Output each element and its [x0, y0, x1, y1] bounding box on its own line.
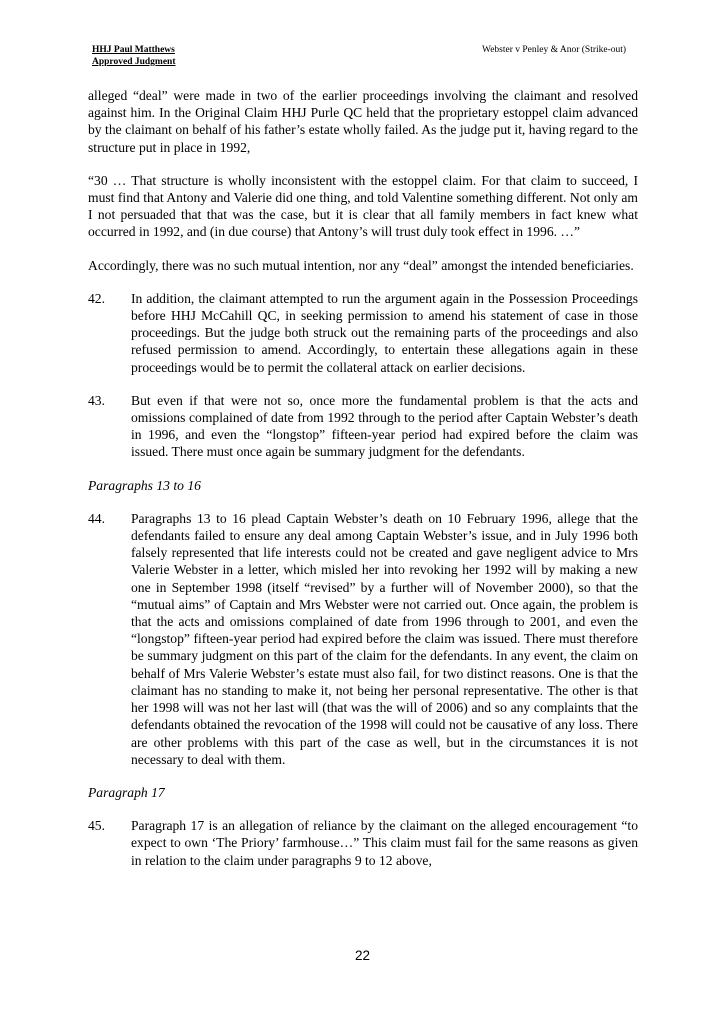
judge-name: HHJ Paul Matthews [92, 45, 175, 55]
paragraph-42 [88, 290, 638, 376]
paragraph-text: But even if that were not so, once more the fundamental problem is that the acts and omissions complained of date from 1992 through to the period after Captain Webster’s death in 1996, and even the “longstop” fifteen-year period had expired before the claim was issued. There must once again be summary judgment for the defendants. [131, 392, 638, 460]
header-left [92, 44, 176, 68]
block-quote: “30 … That structure is wholly inconsistent with the estoppel claim. For that claim to succeed, I must find that Antony and Valerie did one thing, and told Valentine something different. Not only am I not persuaded that that was the case, but it is clear that all family members in fact knew what occurred in 1992, and (in due course) that Antony’s will trust duly took effect in 1996. …” [88, 172, 638, 240]
paragraph-41-continuation: alleged “deal” were made in two of the earlier proceedings involving the claimant and resolved against him. In the Original Claim HHJ Purle QC held that the proprietary estoppel claim advanced by the claimant on behalf of his father’s estate wholly failed. As the judge put it, having regard to the structure put in place in 1992, [88, 88, 638, 155]
paragraph-text: In addition, the claimant attempted to run the argument again in the Possession Proceedings before HHJ McCahill QC, in seeking permission to amend his statement of case in those proceedings. But the judge both struck out the remaining parts of the proceedings and also refused permission to amend. Accordingly, to entertain these allegations again in these proceedings would be to permit the collateral attack on earlier decisions. [131, 290, 638, 375]
section-heading-17: Paragraph 17 [88, 784, 165, 800]
page-number: 22 [354, 948, 371, 963]
judgment-body [88, 87, 638, 869]
paragraph-text: Paragraph 17 is an allegation of reliance by the claimant on the alleged encouragement “to expect to own ‘The Priory’ farmhouse…” This claim must fail for the same reasons as given in relation to the claim under paragraphs 9 to 12 above, [131, 818, 638, 868]
section-heading-13-16: Paragraphs 13 to 16 [88, 477, 201, 493]
paragraph-45 [88, 817, 638, 869]
case-title: Webster v Penley & Anor (Strike-out) [482, 45, 627, 55]
approved-judgment-label: Approved Judgment [92, 57, 176, 67]
paragraph-43 [88, 392, 638, 461]
paragraph-number: 42. [88, 290, 105, 306]
paragraph-number: 43. [88, 392, 105, 408]
paragraph-number: 44. [88, 510, 105, 526]
paragraph-number: 45. [88, 818, 105, 834]
paragraph-44 [88, 510, 638, 768]
paragraph-text: Paragraphs 13 to 16 plead Captain Webster’s death on 10 February 1996, allege that the defendants failed to ensure any deal among Captain Webster’s issue, and in July 1996 both falsely represented that life interests could not be created and gave negligent advice to Mrs Valerie Webster in a letter, which misled her into revoking her 1992 will by making a new one in September 1998 (itself “revised” by a further will of November 2000), so that the “mutual aims” of Captain and Mrs Webster were not carried out. Once again, the problem is that the acts and omissions complained of date from 1996 through to 2001, and even the “longstop” fifteen-year period had expired before the claim was issued. There must therefore be summary judgment on this part of the claim for the defendants. In any event, the claim on behalf of Mrs Valerie Webster’s estate must also fail, for two distinct reasons. One is that the claimant has no standing to make it, not being her personal representative. The other is that her 1998 will was not her last will (that was the will of 2006) and so any complaints that the defendants obtained the revocation of the 1998 will could not be causative of any loss. There are other problems with this part of the case as well, but in the circumstances it is not necessary to deal with them. [131, 510, 638, 767]
paragraph-41-conclusion: Accordingly, there was no such mutual intention, nor any “deal” amongst the intended beneficiaries. [88, 257, 634, 273]
